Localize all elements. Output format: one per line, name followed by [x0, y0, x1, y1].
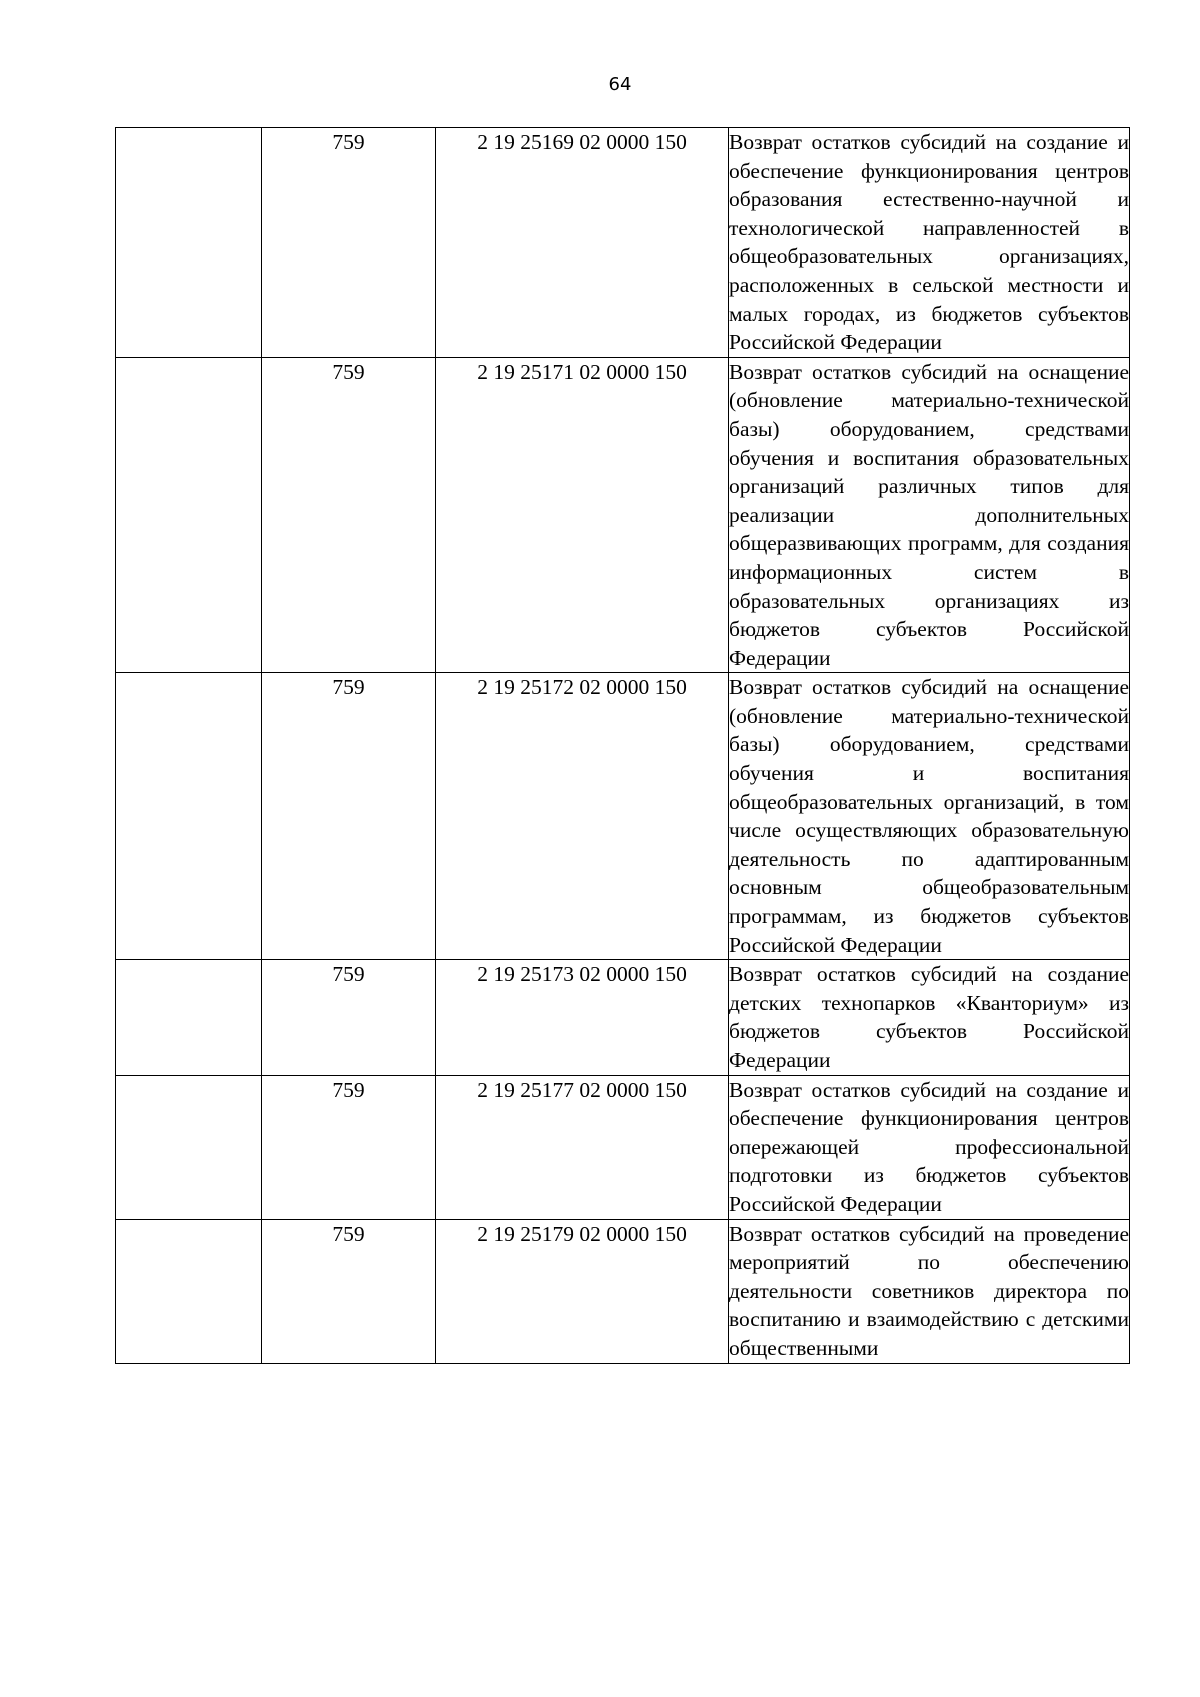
table-row: [116, 673, 1130, 960]
budget-code-cell: 2 19 25172 02 0000 150: [436, 673, 729, 960]
description-cell: Возврат остатков субсидий на создание и обеспечение функционирования центров образования естественно-научной и технологической направленностей в общеобразовательных организациях, расположенных в сельской местности и малых городах, из бюджетов субъектов Российской Федерации: [729, 128, 1130, 358]
description-cell: Возврат остатков субсидий на проведение мероприятий по обеспечению деятельности советников директора по воспитанию и взаимодействию с детскими общественными: [729, 1219, 1130, 1363]
admin-code-cell: 759: [262, 673, 436, 960]
table-row: [116, 1219, 1130, 1363]
budget-code-cell: 2 19 25171 02 0000 150: [436, 357, 729, 673]
table-row: [116, 128, 1130, 358]
budget-code-cell: 2 19 25179 02 0000 150: [436, 1219, 729, 1363]
empty-cell: [116, 1075, 262, 1219]
description-cell: Возврат остатков субсидий на создание детских технопарков «Кванториум» из бюджетов субъектов Российской Федерации: [729, 960, 1130, 1075]
empty-cell: [116, 1219, 262, 1363]
admin-code-cell: 759: [262, 1219, 436, 1363]
budget-code-cell: 2 19 25177 02 0000 150: [436, 1075, 729, 1219]
description-cell: Возврат остатков субсидий на оснащение (обновление материально-технической базы) оборудованием, средствами обучения и воспитания образовательных организаций различных типов для реализации дополнительных общеразвивающих программ, для создания информационных систем в образовательных организациях из бюджетов субъектов Российской Федерации: [729, 357, 1130, 673]
empty-cell: [116, 357, 262, 673]
empty-cell: [116, 128, 262, 358]
table-row: [116, 1075, 1130, 1219]
budget-code-cell: 2 19 25169 02 0000 150: [436, 128, 729, 358]
description-cell: Возврат остатков субсидий на оснащение (обновление материально-технической базы) оборудованием, средствами обучения и воспитания общеобразовательных организаций, в том числе осуществляющих образовательную деятельность по адаптированным основным общеобразовательным программам, из бюджетов субъектов Российской Федерации: [729, 673, 1130, 960]
budget-codes-table: [115, 127, 1130, 1364]
page-number: 64: [608, 74, 632, 95]
table-row: [116, 960, 1130, 1075]
empty-cell: [116, 673, 262, 960]
budget-code-cell: 2 19 25173 02 0000 150: [436, 960, 729, 1075]
admin-code-cell: 759: [262, 128, 436, 358]
description-cell: Возврат остатков субсидий на создание и обеспечение функционирования центров опережающей профессиональной подготовки из бюджетов субъектов Российской Федерации: [729, 1075, 1130, 1219]
empty-cell: [116, 960, 262, 1075]
admin-code-cell: 759: [262, 357, 436, 673]
admin-code-cell: 759: [262, 960, 436, 1075]
table-row: [116, 357, 1130, 673]
admin-code-cell: 759: [262, 1075, 436, 1219]
